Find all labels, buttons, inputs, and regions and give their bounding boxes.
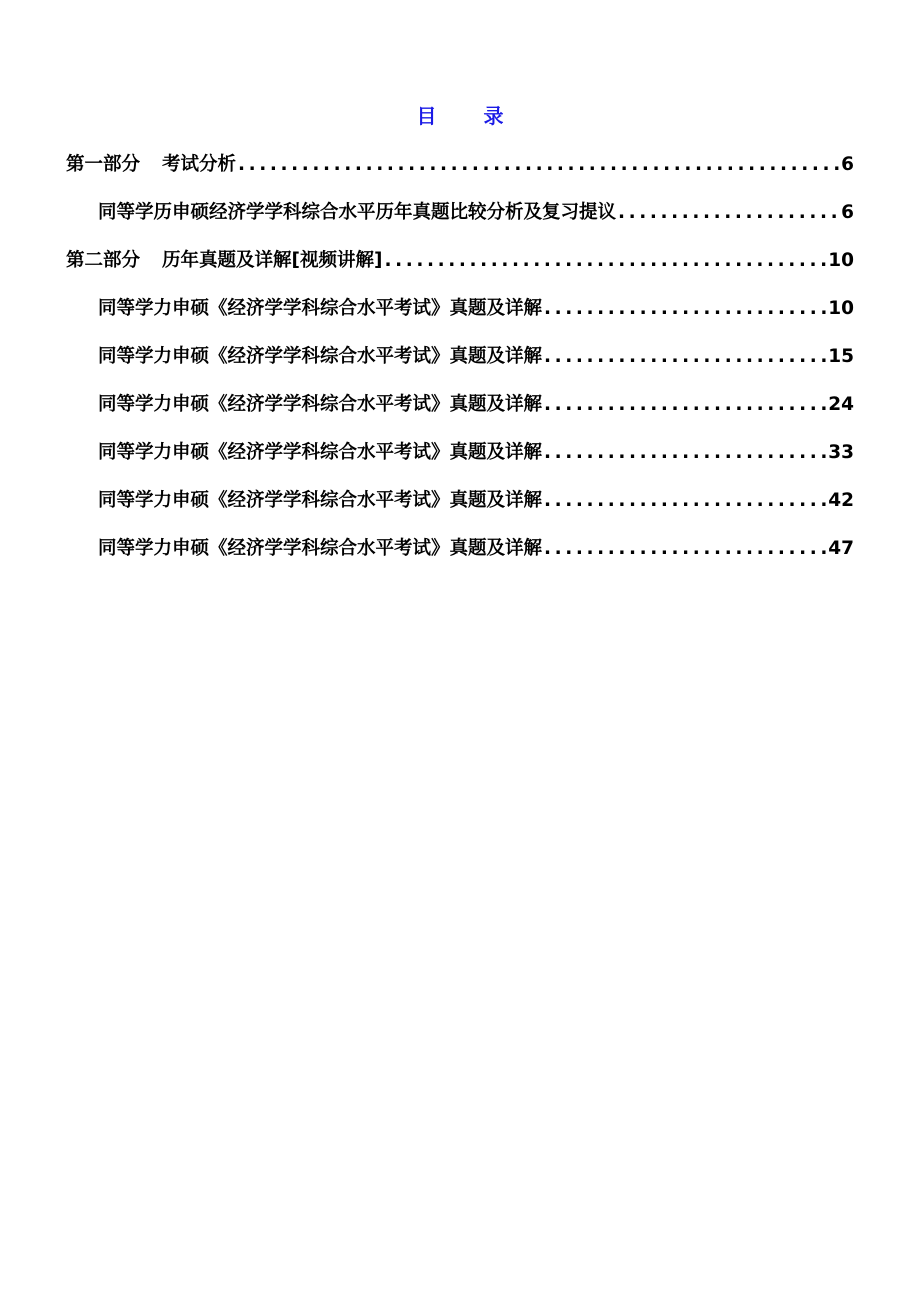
toc-entry-page: 6 (841, 202, 854, 223)
toc-entry-heading: 同等学力申硕《经济学学科综合水平考试》真题及详解 (98, 346, 543, 367)
toc-leader-dots (544, 338, 826, 376)
toc-entry-part-1[interactable] (66, 146, 854, 194)
toc-leader-dots (544, 434, 826, 472)
toc-entry-text (66, 242, 382, 280)
toc-entry-page: 47 (828, 538, 854, 559)
toc-entry-exam-2[interactable] (66, 338, 854, 386)
toc-entry-page: 15 (828, 346, 854, 367)
toc-list (66, 146, 854, 578)
toc-entry-heading: 历年真题及详解[视频讲解] (162, 250, 383, 271)
toc-title: 目 录 (416, 104, 524, 128)
toc-leader-dots (238, 146, 839, 184)
toc-entry-exam-5[interactable] (66, 482, 854, 530)
toc-entry-text (66, 146, 236, 184)
toc-entry-part: 第二部分 (66, 250, 141, 271)
toc-entry-part: 第一部分 (66, 154, 141, 175)
toc-entry-exam-3[interactable] (66, 386, 854, 434)
toc-leader-dots (544, 386, 826, 424)
toc-entry-exam-4[interactable] (66, 434, 854, 482)
toc-leader-dots (544, 482, 826, 520)
toc-entry-heading: 同等学历申硕经济学学科综合水平历年真题比较分析及复习提议 (98, 202, 617, 223)
toc-entry-page: 10 (828, 298, 854, 319)
toc-entry-exam-1[interactable] (66, 290, 854, 338)
toc-entry-page: 24 (828, 394, 854, 415)
toc-entry-analysis[interactable] (66, 194, 854, 242)
toc-leader-dots (618, 194, 839, 232)
toc-entry-heading: 同等学力申硕《经济学学科综合水平考试》真题及详解 (98, 538, 543, 559)
toc-leader-dots (384, 242, 826, 280)
toc-leader-dots (544, 290, 826, 328)
toc-entry-page: 6 (841, 154, 854, 175)
toc-entry-page: 10 (828, 250, 854, 271)
toc-entry-heading: 同等学力申硕《经济学学科综合水平考试》真题及详解 (98, 394, 543, 415)
toc-entry-exam-6[interactable] (66, 530, 854, 578)
toc-entry-page: 42 (828, 490, 854, 511)
toc-entry-heading: 同等学力申硕《经济学学科综合水平考试》真题及详解 (98, 442, 543, 463)
toc-entry-heading: 考试分析 (162, 154, 237, 175)
toc-entry-heading: 同等学力申硕《经济学学科综合水平考试》真题及详解 (98, 298, 543, 319)
toc-entry-part-2[interactable] (66, 242, 854, 290)
toc-entry-heading: 同等学力申硕《经济学学科综合水平考试》真题及详解 (98, 490, 543, 511)
toc-entry-page: 33 (828, 442, 854, 463)
toc-leader-dots (544, 530, 826, 568)
